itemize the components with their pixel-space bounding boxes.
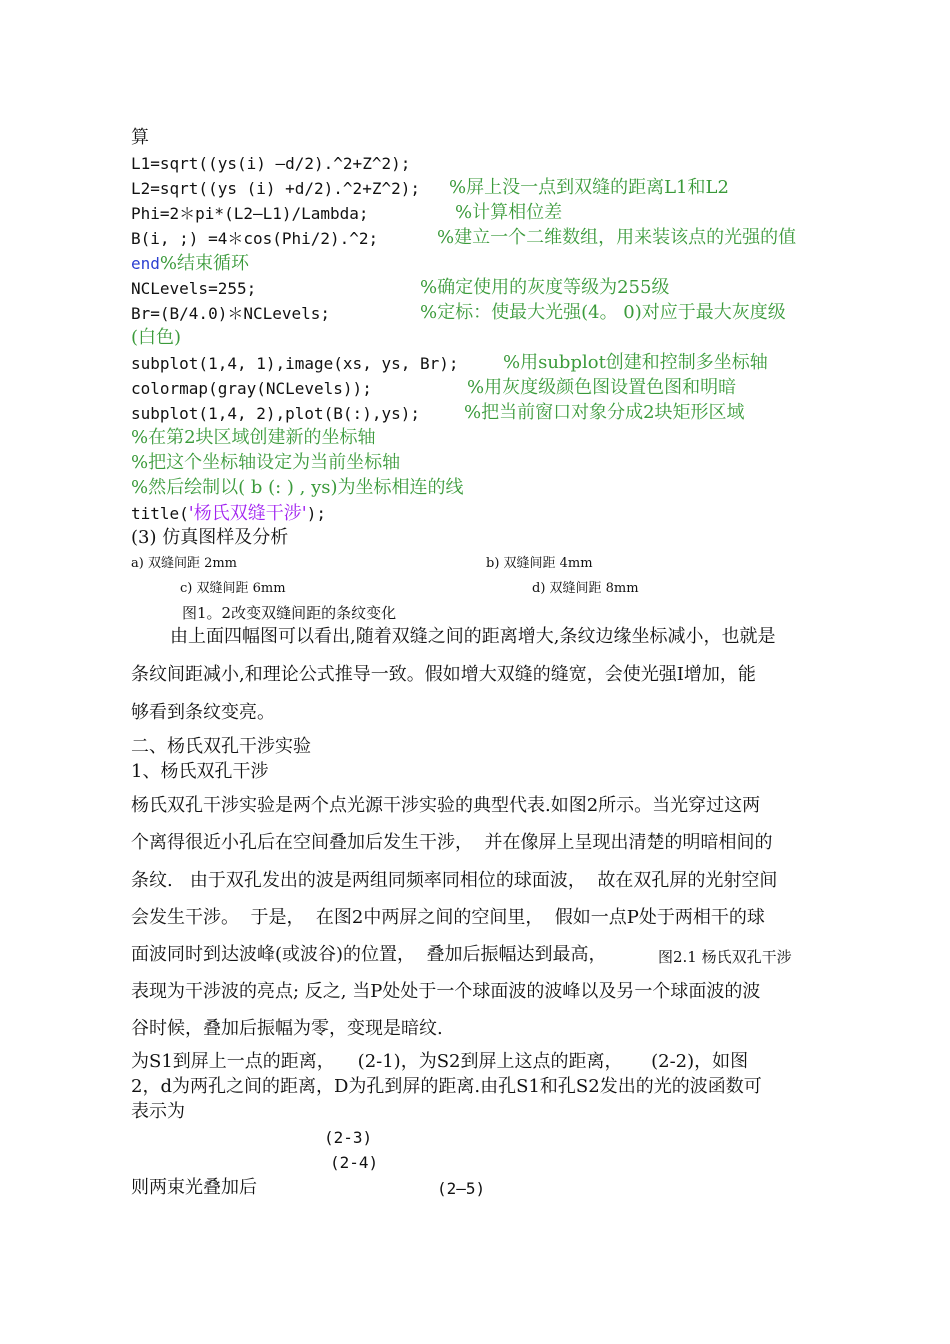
title-close: ); — [306, 504, 326, 523]
code-line-title — [131, 503, 326, 525]
section2-eq-line-1: 为S1到屏上一点的距离， (2-1)，为S2到屏上这点的距离， (2-2)，如图 — [131, 1051, 749, 1072]
title-call: title( — [131, 504, 189, 523]
code-line-l1: L1=sqrt((ys(i) —d/2).^2+Z^2); — [131, 154, 411, 173]
comment-colormap: %用灰度级颜色图设置色图和明暗 — [467, 377, 737, 398]
section2-line-3: 条纹. 由于双孔发出的波是两组同频率同相位的球面波， 故在双孔屏的光射空间 — [131, 870, 778, 891]
comment-b: %建立一个二维数组，用来装该点的光强的值 — [437, 227, 797, 248]
code-line-subplot2: subplot(1,4, 2),plot(B(:),ys); — [131, 404, 420, 423]
section2-subheading: 1、杨氏双孔干涉 — [131, 761, 269, 782]
section2-line-2: 个离得很近小孔后在空间叠加后发生干涉， 并在像屏上呈现出清楚的明暗相间的 — [131, 832, 773, 853]
section2-eq-line-3: 表示为 — [131, 1101, 185, 1122]
code-line-suan: 算 — [131, 127, 149, 148]
section2-line-5: 面波同时到达波峰(或波谷)的位置， 叠加后振幅达到最高， — [131, 944, 607, 965]
end-keyword: end — [131, 254, 160, 273]
comment-l2: %屏上没一点到双缝的距离L1和L2 — [449, 177, 729, 198]
caption-a: a) 双缝间距 2mm — [131, 556, 238, 571]
comment-subplot2: %把当前窗口对象分成2块矩形区域 — [464, 402, 745, 423]
section2-line-7: 谷时候，叠加后振幅为零，变现是暗纹. — [131, 1018, 443, 1039]
code-line-br: Br=(B/4.0)＊NCLevels; — [131, 304, 331, 323]
equation-2-3: (2-3) — [324, 1128, 373, 1147]
code-text: L2=sqrt((ys (i) +d/2).^2+Z^2); — [131, 179, 420, 198]
code-line-b: B(i, ;) =4＊cos(Phi/2).^2; — [131, 229, 379, 248]
code-line-phi: Phi=2＊pi*(L2—L1)/Lambda; — [131, 204, 369, 223]
comment-br-2: (白色) — [131, 327, 182, 348]
code-line-colormap: colormap(gray(NCLevels)); — [131, 379, 372, 398]
comment-br: %定标：使最大光强(4。 0)对应于最大灰度级 — [420, 302, 786, 323]
figure-2-1-caption: 图2.1 杨氏双孔干涉 — [658, 948, 792, 966]
analysis-line-2: 条纹间距减小,和理论公式推导一致。假如增大双缝的缝宽，会使光强I增加，能 — [131, 664, 756, 685]
caption-c: c) 双缝间距 6mm — [180, 581, 286, 596]
section2-line-4: 会发生干涉。 于是， 在图2中两屏之间的空间里， 假如一点P处于两相干的球 — [131, 907, 765, 928]
section2-line-1: 杨氏双孔干涉实验是两个点光源干涉实验的典型代表.如图2所示。当光穿过这两 — [131, 795, 761, 816]
section2-eq-line-2: 2，d为两孔之间的距离，D为孔到屏的距离.由孔S1和孔S2发出的光的波函数可 — [131, 1076, 762, 1097]
comment-line-3: %然后绘制以( b (: ) , ys)为坐标相连的线 — [131, 477, 464, 498]
title-string: '杨氏双缝干涉' — [188, 503, 307, 524]
equation-2-5: (2—5) — [437, 1179, 486, 1198]
comment-phi: %计算相位差 — [455, 202, 563, 223]
code-line-nc: NCLevels=255; — [131, 279, 257, 298]
section2-line-6: 表现为干涉波的亮点; 反之, 当P处处于一个球面波的波峰以及另一个球面波的波 — [131, 981, 761, 1002]
caption-b: b) 双缝间距 4mm — [486, 556, 593, 571]
comment-line-1: %在第2块区域创建新的坐标轴 — [131, 427, 376, 448]
figure-caption: 图1。2改变双缝间距的条纹变化 — [182, 604, 397, 622]
comment-nc: %确定使用的灰度等级为255级 — [420, 277, 670, 298]
code-line-l2 — [131, 178, 420, 200]
analysis-line-1: 由上面四幅图可以看出,随着双缝之间的距离增大,条纹边缘坐标减小，也就是 — [170, 626, 776, 647]
equation-2-4: (2-4) — [330, 1153, 379, 1172]
code-line-end — [131, 253, 249, 275]
comment-line-2: %把这个坐标轴设定为当前坐标轴 — [131, 452, 401, 473]
sum-text: 则两束光叠加后 — [131, 1177, 257, 1198]
comment-end: %结束循环 — [159, 253, 250, 274]
section2-heading: 二、杨氏双孔干涉实验 — [131, 736, 311, 757]
caption-d: d) 双缝间距 8mm — [532, 581, 639, 596]
sim-heading: (3) 仿真图样及分析 — [131, 527, 289, 548]
comment-subplot1: %用subplot创建和控制多坐标轴 — [503, 352, 768, 373]
analysis-line-3: 够看到条纹变亮。 — [131, 702, 275, 723]
code-line-subplot1: subplot(1,4, 1),image(xs, ys, Br); — [131, 354, 459, 373]
